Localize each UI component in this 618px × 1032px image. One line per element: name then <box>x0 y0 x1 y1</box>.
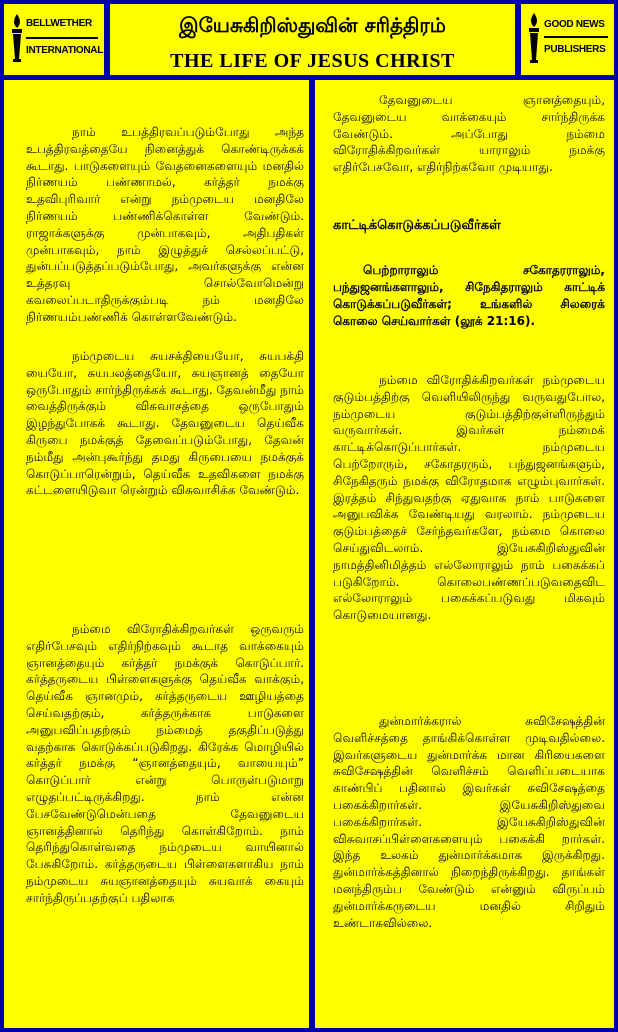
logo-divider <box>544 36 608 38</box>
paragraph: நம்முடைய சுயசக்தியையோ, சுயபக்தி யையோ, சுயபலத்தையோ, சுயஞானத் தையோ ஒருபோதும் சார்ந்திருக்கக் கூடாது. தேவன்மீது நாம் வைத்திருக்கும் விசுவாசத்தை ஒருபோதும் இழந்துபோகக் கூடாது. தேவனுடைய தெய்வீக கிருபை நமக்குத் தேவைப்படும்போது, தேவன் நம்மீது அன்புகூர்ந்து தமது கிருபையை நமக்குக் கொடுப்பாரென்றும், தெய்வீக உதவிகளை நமக்கு கட்டளையிடுவா ரென்றும் விசுவாசிக்க வேண்டும். <box>26 349 304 498</box>
left-column <box>4 80 309 1028</box>
torch-icon <box>10 13 24 63</box>
bellwether-logo <box>4 4 104 75</box>
right-column <box>315 80 614 1028</box>
paragraph: நம்மை விரோதிக்கிறவர்கள் ஒருவரும் எதிர்பேசவும் எதிர்நிற்கவும் கூடாத வாக்கையும் ஞானத்தையும் கர்த்தர் நமக்குக் கொடுப்பார். கர்த்தருடைய பிள்ளைகளுக்கு தெய்வீக வாக்கும், தெய்வீக ஞானமும், கர்த்தருடைய ஊழியத்தை செய்வதற்கும், கர்த்தருக்காக பாடுகளை அனுபவிப்பதற்கும் நம்மைத் தகுதிப்படுத்து வதற்காக கொடுக்கப்படுகிறது. கிரேக்க மொழியில் கர்த்தர் நமக்கு “ஞானத்தையும், வாயையும்” கொடுப்பார் என்று பொருள்படுமாறு எழுதப்பட்டிருக்கிறது. நாம் என்ன பேசவேண்டுமென்பதை தேவனுடைய ஞானத்தினால் தெரிந்து கொள்கிறோம். நாம் தெரிந்துகொள்வதை நம்முடைய வாயினால் பேசுகிறோம். கர்த்தருடைய பிள்ளைகளாகிய நாம் நம்முடைய சுயஞானத்தையும் சுயவாக் கையும் சார்ந்திருப்பதற்குப் பதிலாக <box>26 622 304 905</box>
right-logo-line2: PUBLISHERS <box>544 44 606 55</box>
right-logo-line1: GOOD NEWS <box>544 19 605 30</box>
paragraph: நம்மை விரோதிக்கிறவர்கள் நம்முடைய குடும்பத்திற்கு வெளியிலிருந்து வருவதுபோல, நம்முடைய குடும்பத்திற்குள்ளிருந்தும் வருவார்கள். இவர்கள் நம்மைக் காட்டிக்கொடுப்பார்கள். நம்முடைய பெற்றோரும், சகோதரரும், பந்துஜனங்களும், சிநேகிதரும் நமக்கு விரோதமாக எழும்புவார்கள். இரத்தம் சிந்துவதற்கு ஏதுவாக நாம் பாடுகளை அனுபவிக்க வேண்டியது வரலாம். நம்முடைய குடும்பத்தைச் சேர்ந்தவர்களே, நம்மை கொலை செய்துவிடலாம். இயேசுகிறிஸ்துவின் நாமத்தினிமித்தம் எல்லோராலும் நாம் பகைக்கப் படுகிறோம். கொலைபண்ணப்படுவதைவிட எல்லோராலும் பகைக்கப்படுவது மிகவும் கொடுமையானது. <box>333 373 605 623</box>
paragraph: நாம் உபத்திரவப்படும்போது அந்த உபத்திரவத்தையே நினைத்துக் கொண்டிருக்கக் கூடாது. பாடுகளையும் வேதனைகளையும் மனதில் நிர்ணயம் பண்ணாமல், கர்த்தர் நமக்கு உதவிபுரிவார் என்று நம்முடைய மனதிலே நிர்ணயம் பண்ணிக்கொள்ள வேண்டும். ராஜாக்களுக்கு முன்பாகவும், அதிபதிகள் முன்பாகவும், நாம் இழுத்துச் செல்லப்பட்டு, துன்பப்படுத்தப்படும்போது, அவர்களுக்கு என்ன உத்தரவு சொல்வோமென்று கவலைப்படாதிருக்கும்படி நம் மனதிலே நிர்ணயம்பண்ணிக் கொள்ளவேண்டும். <box>26 125 304 324</box>
torch-icon <box>527 12 541 64</box>
title-tamil: இயேசுகிறிஸ்துவின் சரித்திரம் <box>179 13 446 37</box>
left-logo-line2: INTERNATIONAL <box>26 45 104 56</box>
good-news-publishers-logo <box>521 4 614 75</box>
title-banner <box>110 4 515 75</box>
title-english: THE LIFE OF JESUS CHRIST <box>170 50 455 72</box>
paragraph: தேவனுடைய ஞானத்தையும், தேவனுடைய வாக்கையும் சார்ந்திருக்க வேண்டும். அப்போது நம்மை விரோதிக்கிறவர்கள் யாராலும் நமக்கு எதிர்பேசவோ, எதிர்நிற்கவோ முடியாது. <box>333 93 605 175</box>
section-heading: காட்டிக்கொடுக்கப்படுவீர்கள் <box>333 218 501 233</box>
scripture-verse: பெற்றாராலும் சகோதரராலும், பந்துஜனங்களாலும், சிநேகிதராலும் காட்டிக் கொடுக்கப்படுவீர்கள்; உங்களில் சிலரைக் கொலை செய்வார்கள் (லூக் 21:16). <box>333 263 605 328</box>
left-logo-line1: BELLWETHER <box>26 18 92 29</box>
paragraph: துன்மார்க்கரால் சுவிசேஷத்தின் வெளிச்சத்தை தாங்கிக்கொள்ள முடிவதில்லை. இவர்களுடைய துன்மார்க்க மான கிரியைகளை சுவிசேஷத்தின் வெளிச்சம் வெளிப்படையாக காண்பிப் பதினால் இவர்கள் சுவிசேஷத்தை பகைக்கிறார்கள். இயேசுகிறிஸ்துவை பகைக்கிறார்கள். இயேசுகிறிஸ்துவின் விசுவாசப்பிள்ளைகளையும் பகைக்கி றார்கள். இந்த உலகம் துன்மார்க்கமாக இருக்கிறது. துன்மார்க்கத்தினால் நிறைந்திருக்கிறது. தாங்கள் மனந்திரும்ப வேண்டும் என்னும் விருப்பம் துன்மார்க்கருடைய மனதில் சிறிதும் உண்டாகவில்லை. <box>333 714 605 930</box>
logo-divider <box>26 37 98 39</box>
